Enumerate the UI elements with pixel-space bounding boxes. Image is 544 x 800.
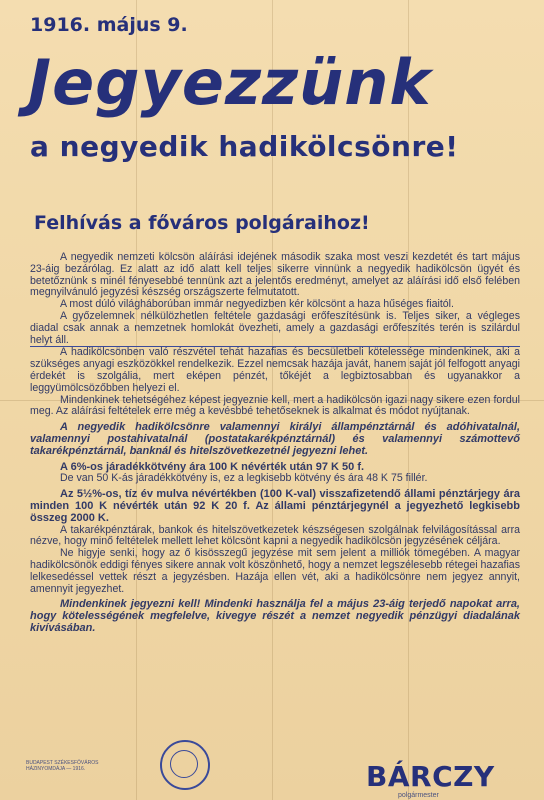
poster-date: 1916. május 9. (30, 14, 188, 36)
paragraph: A most dúló világháborúban immár negyedizben kér kölcsönt a haza hűséges fiaitól. (60, 298, 454, 311)
treasury-note-price: Az 5½%-os, tíz év mulva névértékben (100 K-val) visszafizetendő állami pénztárjegy ára minden 100 K névérték után 92 K 20 f. Az állami pénztárjegynél a jegyezhető legkisebb összeg 2000 K. (30, 488, 520, 524)
poster-body (30, 252, 520, 635)
poster-title: Jegyezzünk (28, 46, 432, 119)
printer-imprint: BUDAPEST SZÉKESFŐVÁROS HÁZINYOMDÁJA — 1916. (26, 760, 99, 772)
city-coat-of-arms-icon (160, 740, 210, 790)
appeal-paragraph: Ne higyje senki, hogy az ő kisösszegű jegyzése mit sem jelent a milliók tömegében. A magyar hadikölcsönök eddigi fényes sikere annak volt köszönhető, hogy a nemzet legszélesebb rétegei hazafias lelkesedéssel vettek részt a jegyzésben. Hazája ellen vét, aki a hadikölcsönre nem jegyez annyit, amennyit jegyezhet. (30, 547, 520, 595)
closing-appeal: Mindenkinek jegyezni kell! Mindenki használja fel a május 23-áig terjedő napokat arra, hogy kötelességének megfelelve, kivegye részét a nemzet negyedik pénzügyi diadalának kivívásában. (30, 598, 520, 634)
paragraph: Mindenkinek tehetségéhez képest jegyeznie kell, mert a hadikölcsön igazi nagy sikere ezen fordul meg. Az aláírási feltételek erre még a kevésbbé tehetőseknek is alkalmat és módot nyújtanak. (30, 393, 520, 418)
paragraph: A hadikölcsönben való részvétel tehát hazafias és becsületbeli kötelessége mindenkinek, aki a szükséges anyagi eszközökkel rendelkezik. Ezzel nemcsak hazája javát, hanem saját jól felfogott anyagi érdekét is szolgália, mert eképen pénzét, tőkéjét a legbiztosabban és ugyanakkor a leggyümölcsözőbben helyezi el. (30, 346, 520, 394)
paragraph: A győzelemnek nélkülözhetlen feltétele gazdasági erőfeszítésünk is. Teljes siker, a végleges diadal csak annak a nemzetnek homlokát övezheti, amely a gazdasági erőfeszítés terén is szilárdul helyt áll. (30, 309, 520, 346)
subscription-places: A negyedik hadikölcsönre valamennyi királyi állampénztárnál és adóhivatalnál, valamennyi postahivatalnál (postatakarékpénztárnál) és valamennyi számottevő takarékpénztárnál, banknál és hitelszövetkezetnél jegyezni lehet. (30, 421, 520, 457)
paragraph: A negyedik nemzeti kölcsön aláírási idejének második szaka most veszi kezdetét és tart május 23-áig bezárólag. Ez alatt az idő alatt kell teljes sikerre vinnünk a negyedik hadikölcsön ügyét és betetőznünk s minél fényesebbé tennünk azt a jelentős eredményt, amelyet az aláírási idő első felében megnyilvánuló jegyzési készség országszerte felmutatott. (30, 251, 520, 299)
institutions-note: A takarékpénztárak, bankok és hitelszövetkezetek készségesen szolgálnak felvilágosítással arra nézve, hogy minő feltételek mellett lehet kölcsönt kapni a negyedik hadikölcsön jegyzésének céljára. (30, 523, 520, 548)
poster-subtitle: a negyedik hadikölcsönre! (30, 130, 459, 163)
bond-price: A 6%-os járadékkötvény ára 100 K névérték után 97 K 50 f. (60, 460, 365, 473)
mayor-signature: BÁRCZY (366, 760, 495, 793)
mayor-title: polgármester (398, 792, 439, 799)
bond-note: De van 50 K-ás járadékkötvény is, ez a legkisebb kötvény és ára 48 K 75 fillér. (60, 472, 428, 485)
appeal-heading: Felhívás a főváros polgáraihoz! (34, 212, 370, 234)
